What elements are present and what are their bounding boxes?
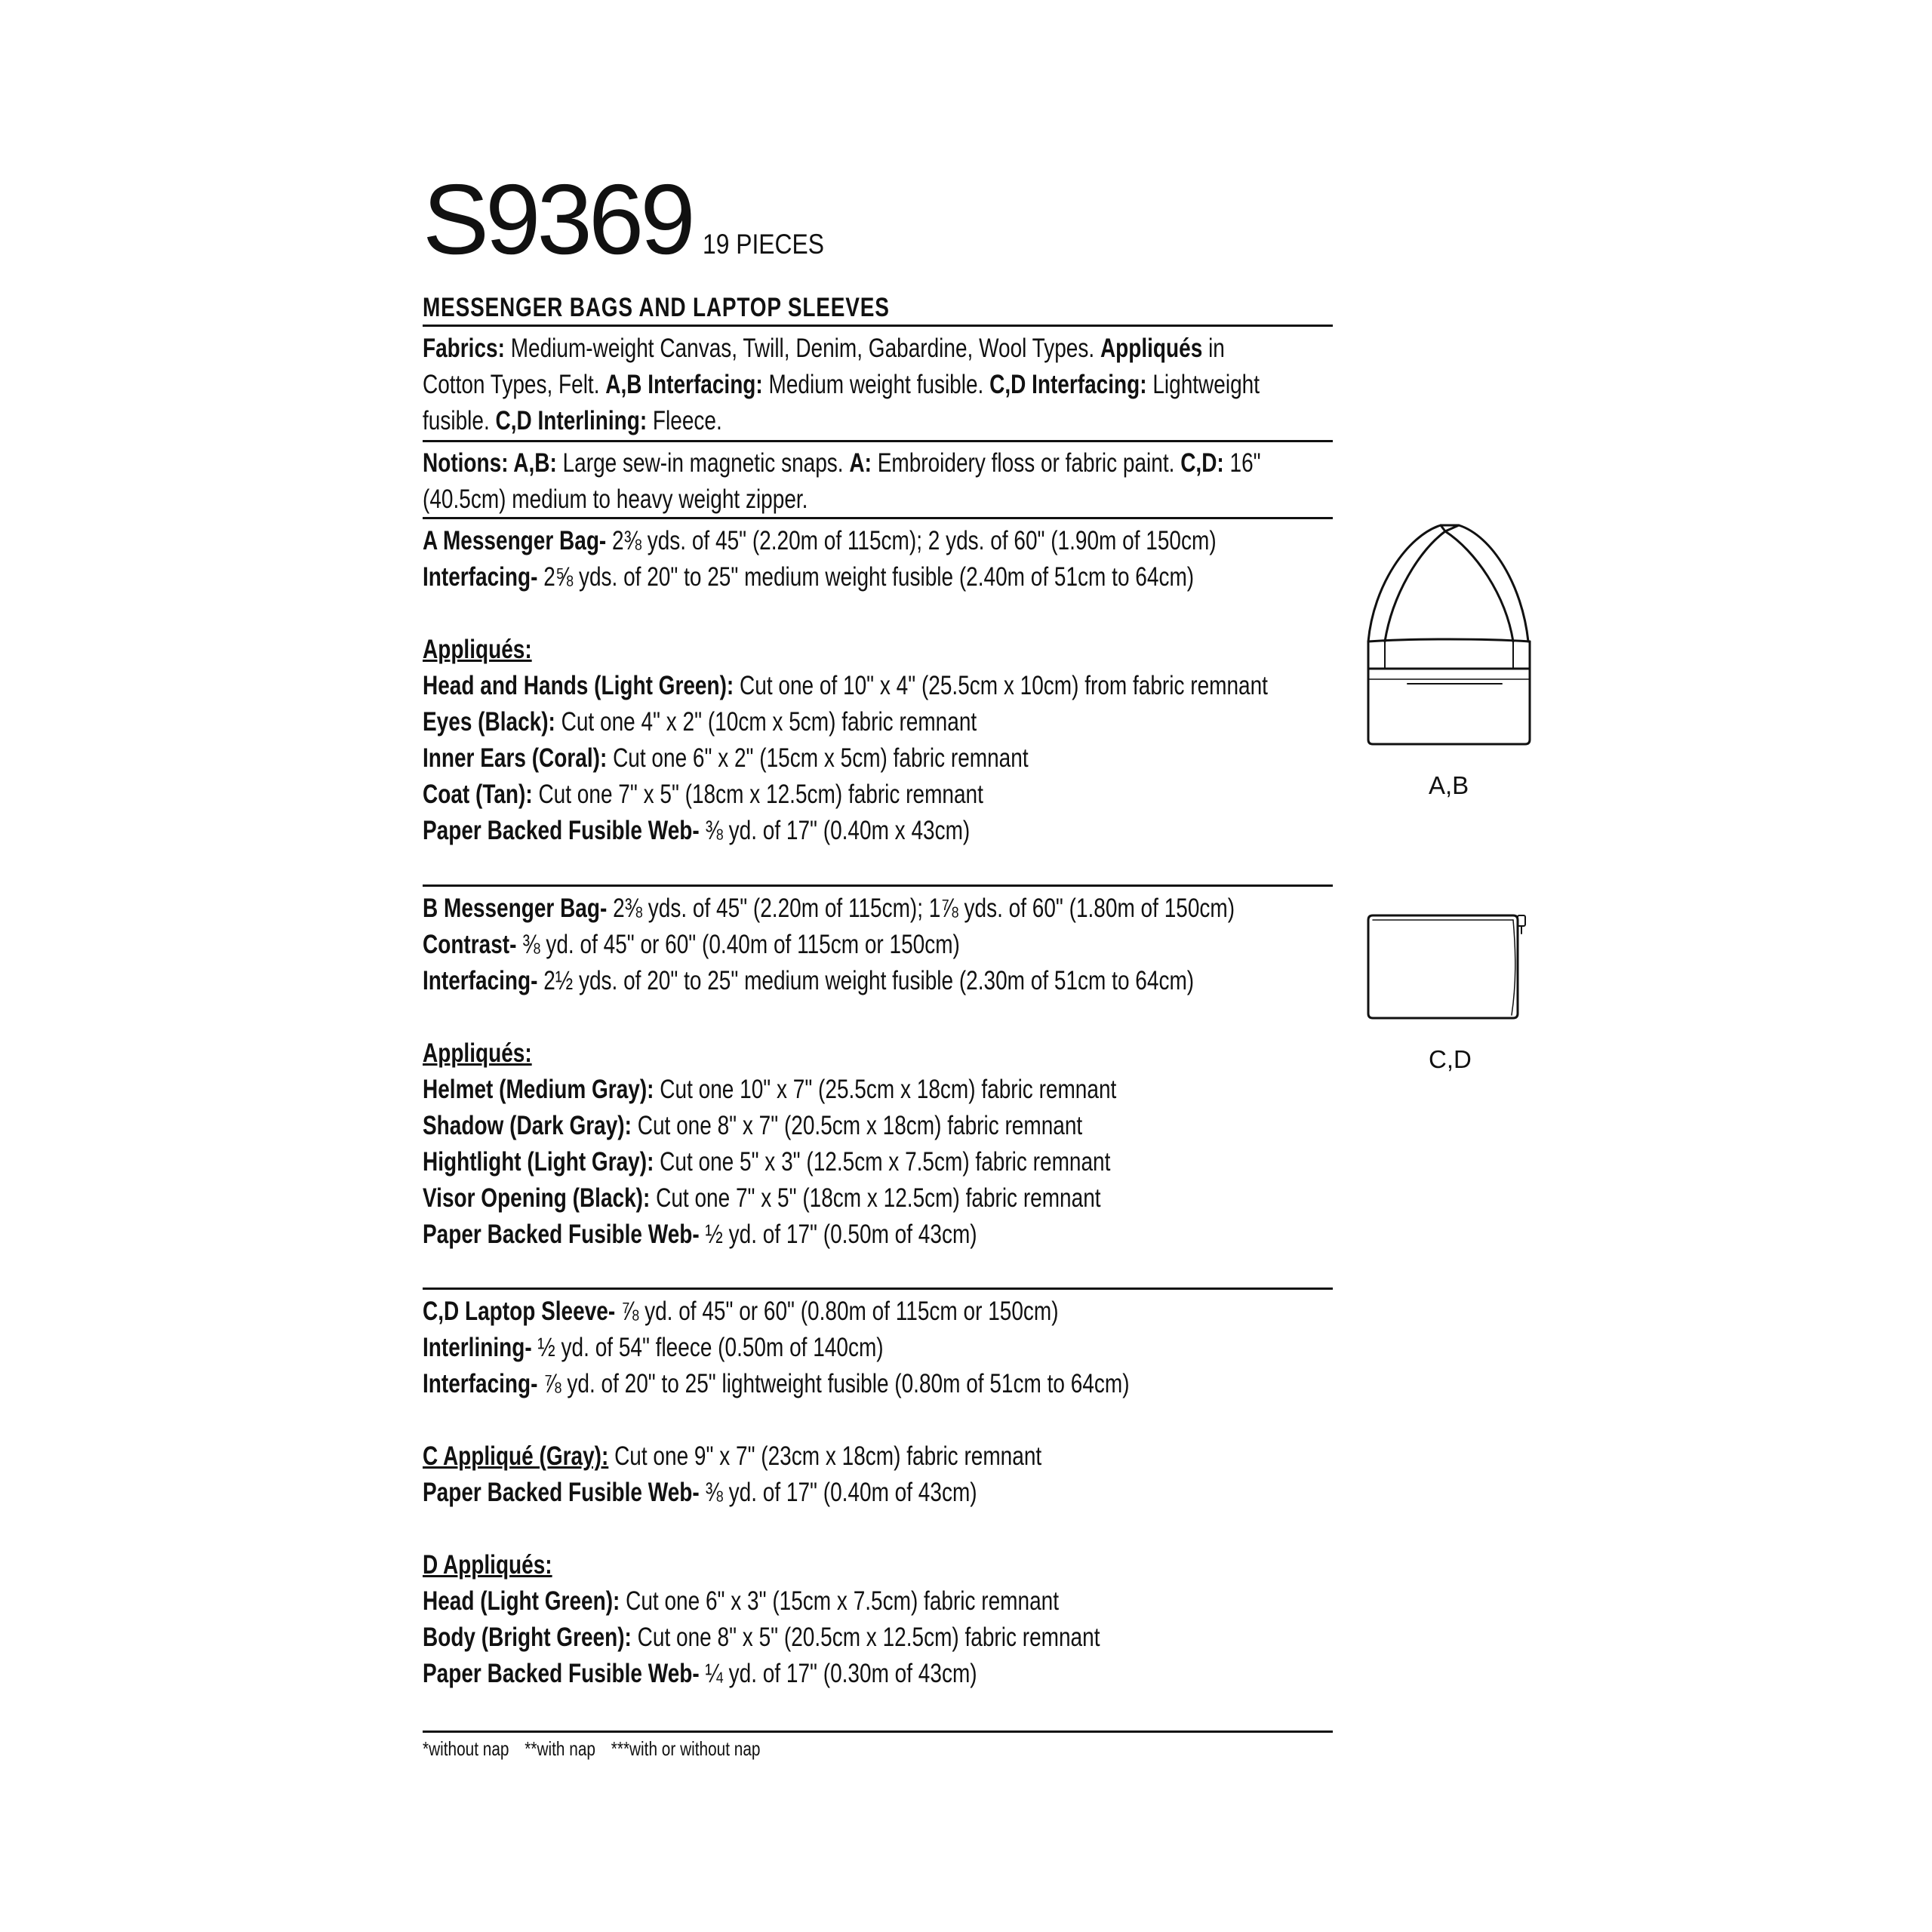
divider <box>423 517 1333 519</box>
a-applique-item: Eyes (Black): Cut one 4" x 2" (10cm x 5cm) fabric remnant <box>423 707 977 737</box>
pattern-title: MESSENGER BAGS AND LAPTOP SLEEVES <box>423 293 890 322</box>
notions-section <box>423 445 1333 518</box>
b-applique-item: Hightlight (Light Gray): Cut one 5" x 3" (12.5cm x 7.5cm) fabric remnant <box>423 1147 1111 1177</box>
sketch-label-cd: C,D <box>1429 1045 1472 1073</box>
cd-interlining: Interlining- ½ yd. of 54" fleece (0.50m of 140cm) <box>423 1333 884 1362</box>
header <box>423 164 844 275</box>
b-applique-item: Paper Backed Fusible Web- ½ yd. of 17" (0.50m of 43cm) <box>423 1220 977 1249</box>
messenger-bag-sketch <box>1362 521 1536 751</box>
cd-interfacing: Interfacing- ⅞ yd. of 20" to 25" lightweight fusible (0.80m of 51cm to 64cm) <box>423 1369 1130 1398</box>
sketch-label-ab: A,B <box>1429 771 1469 799</box>
a-interfacing: Interfacing- 2⅝ yds. of 20" to 25" medium weight fusible (2.40m of 51cm to 64cm) <box>423 562 1195 592</box>
cd-yardage: C,D Laptop Sleeve- ⅞ yd. of 45" or 60" (0.80m of 115cm or 150cm) <box>423 1297 1059 1326</box>
a-applique-item: Paper Backed Fusible Web- ⅜ yd. of 17" (0.40m x 43cm) <box>423 816 971 845</box>
d-appliques-heading: D Appliqués: <box>423 1550 552 1580</box>
a-applique-item: Head and Hands (Light Green): Cut one of 10" x 4" (25.5cm x 10cm) from fabric remnant <box>423 671 1268 700</box>
a-yardage: A Messenger Bag- 2⅜ yds. of 45" (2.20m of 115cm); 2 yds. of 60" (1.90m of 150cm) <box>423 526 1217 555</box>
fabrics-line-1: Fabrics: Medium-weight Canvas, Twill, Denim, Gabardine, Wool Types. Appliqués in <box>423 334 1225 363</box>
section-cd <box>423 1294 1333 1692</box>
fabrics-line-3: fusible. C,D Interlining: Fleece. <box>423 406 722 435</box>
section-b <box>423 891 1333 1253</box>
d-applique-item: Head (Light Green): Cut one 6" x 3" (15cm x 7.5cm) fabric remnant <box>423 1586 1060 1616</box>
d-applique-item: Body (Bright Green): Cut one 8" x 5" (20.5cm x 12.5cm) fabric remnant <box>423 1623 1100 1652</box>
a-applique-item: Inner Ears (Coral): Cut one 6" x 2" (15cm x 5cm) fabric remnant <box>423 743 1029 773</box>
b-yardage: B Messenger Bag- 2⅜ yds. of 45" (2.20m of 115cm); 1⅞ yds. of 60" (1.80m of 150cm) <box>423 894 1235 923</box>
divider <box>423 884 1333 887</box>
laptop-sleeve-sketch <box>1362 909 1540 1023</box>
c-fusible-web: Paper Backed Fusible Web- ⅜ yd. of 17" (0.40m of 43cm) <box>423 1478 977 1507</box>
notions-line-2: (40.5cm) medium to heavy weight zipper. <box>423 485 808 514</box>
fabrics-section <box>423 331 1333 439</box>
notions-line-1: Notions: A,B: Large sew-in magnetic snaps. A: Embroidery floss or fabric paint. C,D: 16" <box>423 448 1261 478</box>
divider <box>423 1730 1333 1733</box>
a-applique-item: Coat (Tan): Cut one 7" x 5" (18cm x 12.5cm) fabric remnant <box>423 780 983 809</box>
b-interfacing: Interfacing- 2½ yds. of 20" to 25" medium weight fusible (2.30m of 51cm to 64cm) <box>423 966 1195 995</box>
b-applique-item: Visor Opening (Black): Cut one 7" x 5" (18cm x 12.5cm) fabric remnant <box>423 1183 1101 1213</box>
pattern-number: S9369 <box>423 164 692 275</box>
c-applique: C Appliqué (Gray): Cut one 9" x 7" (23cm x 18cm) fabric remnant <box>423 1441 1042 1471</box>
divider <box>423 1287 1333 1290</box>
b-appliques-heading: Appliqués: <box>423 1038 532 1068</box>
fabrics-line-2: Cotton Types, Felt. A,B Interfacing: Medium weight fusible. C,D Interfacing: Lightweight <box>423 370 1260 399</box>
d-applique-item: Paper Backed Fusible Web- ¼ yd. of 17" (0.30m of 43cm) <box>423 1659 977 1688</box>
b-applique-item: Helmet (Medium Gray): Cut one 10" x 7" (25.5cm x 18cm) fabric remnant <box>423 1075 1117 1104</box>
b-applique-item: Shadow (Dark Gray): Cut one 8" x 7" (20.5cm x 18cm) fabric remnant <box>423 1111 1083 1140</box>
footnotes <box>423 1737 776 1761</box>
section-a <box>423 523 1333 849</box>
piece-count: 19 PIECES <box>702 229 824 260</box>
footnote: *without nap <box>423 1737 509 1760</box>
divider <box>423 440 1333 442</box>
divider <box>423 325 1333 327</box>
footnote: **with nap <box>525 1737 595 1760</box>
footnote: ***with or without nap <box>611 1737 761 1760</box>
b-contrast: Contrast- ⅜ yd. of 45" or 60" (0.40m of 115cm or 150cm) <box>423 930 960 959</box>
a-appliques-heading: Appliqués: <box>423 635 532 664</box>
